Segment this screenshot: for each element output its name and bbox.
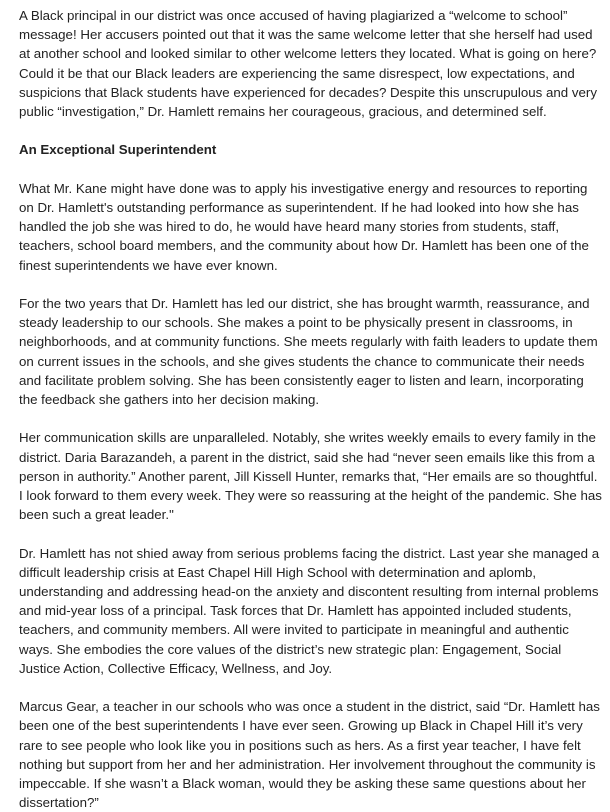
- paragraph-plagiarism-accusation: A Black principal in our district was once accused of having plagiarized a “welcome to school” message! Her accusers pointed out that it was the same welcome letter that she herself had used at another school and looked similar to other welcome letters they located. What is going on here? Could it be that our Black leaders are experiencing the same disrespect, low expectations, and suspicions that Black students have experienced for decades? Despite this unscrupulous and very public “investigation,” Dr. Hamlett remains her courageous, gracious, and determined self.: [19, 8, 598, 120]
- paragraph-teacher-quote: Marcus Gear, a teacher in our schools who was once a student in the district, said “Dr. Hamlett has been one of the best superintendents I have ever seen. Growing up Black in Chapel Hill it’s very rare to see people who look like you in positions such as hers. As a first year teacher, I have felt nothing but support from her and her administration. Her involvement throughout the community is impeccable. If she wasn’t a Black woman, would they be asking these same questions about her dissertation?”: [19, 699, 600, 811]
- paragraph-steady-leadership: For the two years that Dr. Hamlett has led our district, she has brought warmth, reassurance, and steady leadership to our schools. She makes a point to be physically present in classrooms, in neighborhoods, and at community functions. She meets regularly with faith leaders to update them on current issues in the schools, and she gives students the chance to communicate their needs and facilitate problem solving. She has been consistently eager to listen and learn, incorporating the feedback she gathers into her decision making.: [19, 296, 598, 408]
- paragraph-investigative-energy: What Mr. Kane might have done was to apply his investigative energy and resources to reporting on Dr. Hamlett's outstanding performance as superintendent. If he had looked into how she has handled the job she was hired to do, he would have heard many stories from students, staff, teachers, school board members, and the community about how Dr. Hamlett has been one of the finest superintendents we have ever known.: [19, 180, 589, 273]
- paragraph-serious-problems: Dr. Hamlett has not shied away from serious problems facing the district. Last year she managed a difficult leadership crisis at East Chapel Hill High School with determination and aplomb, understanding and addressing head-on the anxiety and discontent resulting from internal problems and mid-year loss of a principal. Task forces that Dr. Hamlett has appointed included students, teachers, and community members. All were invited to participate in meaningful and authentic ways. She embodies the core values of the district’s new strategic plan: Engagement, Social Justice Action, Collective Efficacy, Wellness, and Joy.: [19, 545, 600, 676]
- section-heading: An Exceptional Superintendent: [19, 142, 217, 158]
- paragraph-communication-skills: Her communication skills are unparalleled. Notably, she writes weekly emails to every family in the district. Daria Barazandeh, a parent in the district, said she had “never seen emails like this from a person in authority.” Another parent, Jill Kissell Hunter, remarks that, “Her emails are so thoughtful. I look forward to them every week. They were so reassuring at the height of the pandemic. She has been such a great leader.": [19, 430, 602, 523]
